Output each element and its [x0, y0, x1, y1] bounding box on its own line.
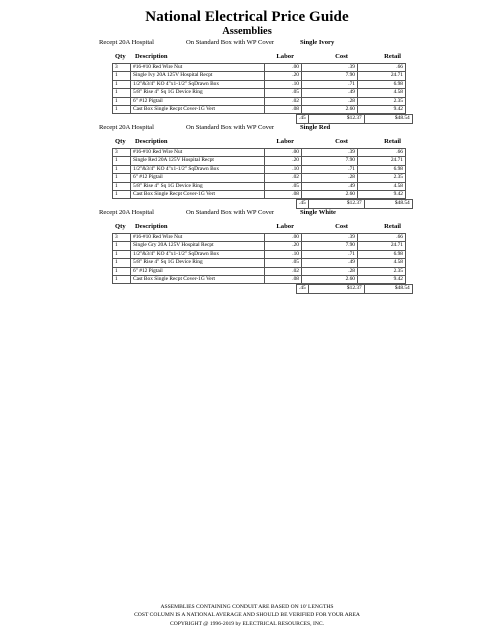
cost-cell: .71 [302, 80, 358, 88]
cost-cell: .71 [302, 250, 358, 258]
qty-cell: 1 [113, 106, 131, 114]
table-row [113, 165, 406, 173]
labor-cell: .08 [265, 276, 302, 284]
items-table [112, 63, 406, 114]
qty-cell: 1 [113, 182, 131, 190]
qty-cell: 1 [113, 97, 131, 105]
qty-cell: 1 [113, 259, 131, 267]
retail-cell: 6.98 [358, 80, 406, 88]
qty-cell: 1 [113, 80, 131, 88]
cost-cell: 7.90 [302, 242, 358, 250]
retail-cell: 4.58 [358, 182, 406, 190]
labor-cell: .05 [265, 89, 302, 97]
retail-cell: 4.58 [358, 89, 406, 97]
table-row [113, 72, 406, 80]
description-cell: Cast Box Single Recpt Cover-1G Vert [131, 106, 265, 114]
description-header: Description [135, 53, 168, 60]
assembly-name: Recept 20A Hospital [99, 39, 154, 46]
qty-cell: 1 [113, 250, 131, 258]
table-row [113, 182, 406, 190]
cost-cell: .28 [302, 174, 358, 182]
assembly-name: Recept 20A Hospital [99, 124, 154, 131]
retail-cell: 24.71 [358, 72, 406, 80]
labor-cell: .00 [265, 234, 302, 242]
labor-cell: .02 [265, 267, 302, 275]
retail-cell: .66 [358, 149, 406, 157]
retail-header: Retail [384, 223, 401, 230]
table-row [113, 106, 406, 114]
table-row [113, 276, 406, 284]
labor-total: .45 [297, 200, 309, 208]
assembly-box: On Standard Box with WP Cover [186, 39, 275, 46]
page-footer [0, 603, 494, 628]
retail-cell: .66 [358, 234, 406, 242]
table-row [113, 259, 406, 267]
description-cell: Cast Box Single Recpt Cover-1G Vert [131, 276, 265, 284]
description-cell: Single Ivy 20A 125V Hospital Recpt [131, 72, 265, 80]
cost-cell: 2.60 [302, 191, 358, 199]
retail-cell: 2.35 [358, 97, 406, 105]
labor-header: Labor [276, 138, 294, 145]
footer-copyright: COPYRIGHT @ 1996-2019 by ELECTRICAL RESOURCES, INC. [169, 620, 324, 627]
cost-cell: .39 [302, 149, 358, 157]
assembly-variant: Single White [300, 209, 336, 216]
qty-header: Qty [115, 138, 126, 145]
column-headers [0, 223, 494, 233]
assembly-section [0, 208, 494, 294]
table-row [113, 64, 406, 72]
assembly-section [0, 38, 494, 124]
labor-cell: .00 [265, 149, 302, 157]
cost-cell: .39 [302, 64, 358, 72]
footer-conduit-note: ASSEMBLIES CONTAINING CONDUIT ARE BASED ON 10' LENGTHS [160, 604, 334, 610]
description-cell: 6" #12 Pigtail [131, 267, 265, 275]
cost-cell: .71 [302, 165, 358, 173]
table-row [113, 250, 406, 258]
table-row [113, 267, 406, 275]
labor-cell: .05 [265, 182, 302, 190]
description-cell: Single Gry 20A 125V Hospital Recpt [131, 242, 265, 250]
retail-cell: 9.42 [358, 276, 406, 284]
labor-header: Labor [276, 53, 294, 60]
cost-header: Cost [335, 53, 348, 60]
description-cell: 1/2"&3/4" KO 4"x1-1/2" SqDrawn Box [131, 165, 265, 173]
labor-total: .45 [297, 285, 309, 293]
assembly-variant: Single Ivory [300, 39, 335, 46]
description-cell: Single Red 20A 125V Hospital Recpt [131, 157, 265, 165]
retail-cell: 24.71 [358, 242, 406, 250]
qty-cell: 1 [113, 242, 131, 250]
retail-header: Retail [384, 138, 401, 145]
retail-cell: 24.71 [358, 157, 406, 165]
labor-cell: .08 [265, 106, 302, 114]
assembly-box: On Standard Box with WP Cover [186, 124, 275, 131]
retail-header: Retail [384, 53, 401, 60]
cost-total: $12.37 [308, 115, 364, 123]
table-row [113, 242, 406, 250]
cost-header: Cost [335, 138, 348, 145]
page-subtitle: Assemblies [222, 26, 272, 37]
cost-cell: 7.90 [302, 157, 358, 165]
table-row [113, 149, 406, 157]
cost-cell: .28 [302, 97, 358, 105]
table-row [113, 191, 406, 199]
retail-total: $48.54 [364, 285, 412, 293]
description-cell: 5/8" Rise 4" Sq 1G Device Ring [131, 182, 265, 190]
section-header [0, 38, 494, 50]
description-cell: Cast Box Single Recpt Cover-1G Vert [131, 191, 265, 199]
table-row [113, 80, 406, 88]
labor-cell: .05 [265, 259, 302, 267]
qty-cell: 1 [113, 89, 131, 97]
column-headers [0, 53, 494, 63]
description-cell: 1/2"&3/4" KO 4"x1-1/2" SqDrawn Box [131, 250, 265, 258]
cost-total: $12.37 [308, 200, 364, 208]
labor-cell: .20 [265, 72, 302, 80]
table-row [113, 89, 406, 97]
totals-row [296, 284, 413, 293]
description-cell: 1/2"&3/4" KO 4"x1-1/2" SqDrawn Box [131, 80, 265, 88]
description-cell: 6" #12 Pigtail [131, 97, 265, 105]
qty-cell: 1 [113, 267, 131, 275]
cost-cell: .49 [302, 182, 358, 190]
table-row [113, 234, 406, 242]
table-row [113, 174, 406, 182]
cost-cell: 2.60 [302, 276, 358, 284]
description-cell: #16-#10 Red Wire Nut [131, 234, 265, 242]
labor-cell: .08 [265, 191, 302, 199]
qty-cell: 1 [113, 165, 131, 173]
description-cell: #16-#10 Red Wire Nut [131, 64, 265, 72]
retail-cell: 2.35 [358, 267, 406, 275]
section-header [0, 208, 494, 220]
retail-cell: 6.98 [358, 250, 406, 258]
retail-cell: 9.42 [358, 191, 406, 199]
retail-total: $48.54 [364, 115, 412, 123]
assembly-section [0, 123, 494, 209]
qty-cell: 1 [113, 191, 131, 199]
description-cell: #16-#10 Red Wire Nut [131, 149, 265, 157]
cost-cell: .28 [302, 267, 358, 275]
qty-cell: 1 [113, 157, 131, 165]
qty-cell: 3 [113, 149, 131, 157]
labor-cell: .10 [265, 80, 302, 88]
cost-cell: .49 [302, 259, 358, 267]
labor-cell: .10 [265, 165, 302, 173]
cost-header: Cost [335, 223, 348, 230]
retail-cell: 4.58 [358, 259, 406, 267]
cost-cell: .49 [302, 89, 358, 97]
assembly-box: On Standard Box with WP Cover [186, 209, 275, 216]
description-header: Description [135, 223, 168, 230]
cost-total: $12.37 [308, 285, 364, 293]
description-cell: 5/8" Rise 4" Sq 1G Device Ring [131, 89, 265, 97]
qty-header: Qty [115, 53, 126, 60]
qty-cell: 1 [113, 276, 131, 284]
retail-cell: 9.42 [358, 106, 406, 114]
qty-cell: 1 [113, 72, 131, 80]
description-cell: 6" #12 Pigtail [131, 174, 265, 182]
column-headers [0, 138, 494, 148]
qty-cell: 3 [113, 64, 131, 72]
labor-cell: .10 [265, 250, 302, 258]
assembly-variant: Single Red [300, 124, 331, 131]
assembly-name: Recept 20A Hospital [99, 209, 154, 216]
items-table [112, 148, 406, 199]
qty-cell: 3 [113, 234, 131, 242]
items-table [112, 233, 406, 284]
retail-cell: 6.98 [358, 165, 406, 173]
labor-total: .45 [297, 115, 309, 123]
description-cell: 5/8" Rise 4" Sq 1G Device Ring [131, 259, 265, 267]
section-header [0, 123, 494, 135]
labor-cell: .20 [265, 157, 302, 165]
labor-cell: .00 [265, 64, 302, 72]
footer-cost-note: COST COLUMN IS A NATIONAL AVERAGE AND SHOULD BE VERIFIED FOR YOUR AREA [134, 612, 360, 619]
retail-total: $48.54 [364, 200, 412, 208]
table-row [113, 97, 406, 105]
labor-header: Labor [276, 223, 294, 230]
labor-cell: .02 [265, 174, 302, 182]
cost-cell: 2.60 [302, 106, 358, 114]
labor-cell: .02 [265, 97, 302, 105]
labor-cell: .20 [265, 242, 302, 250]
retail-cell: 2.35 [358, 174, 406, 182]
qty-cell: 1 [113, 174, 131, 182]
table-row [113, 157, 406, 165]
retail-cell: .66 [358, 64, 406, 72]
page-title: National Electrical Price Guide [145, 9, 349, 25]
cost-cell: .39 [302, 234, 358, 242]
qty-header: Qty [115, 223, 126, 230]
cost-cell: 7.90 [302, 72, 358, 80]
description-header: Description [135, 138, 168, 145]
